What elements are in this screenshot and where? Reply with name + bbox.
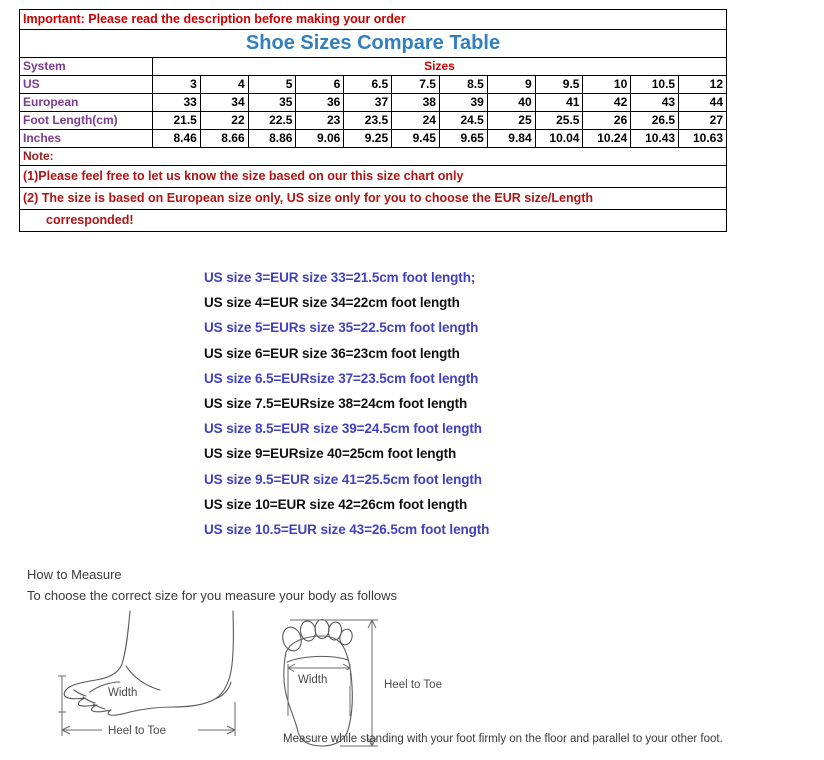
cell-eur-4: 37 <box>344 94 392 112</box>
cell-in-9: 10.24 <box>583 130 631 148</box>
cell-cm-6: 24.5 <box>439 112 487 130</box>
top-view-width-label: Width <box>298 674 328 686</box>
cell-in-4: 9.25 <box>344 130 392 148</box>
cell-in-0: 8.46 <box>153 130 201 148</box>
cell-in-8: 10.04 <box>535 130 583 148</box>
row-label-us: US <box>20 76 153 94</box>
list-item: US size 10.5=EUR size 43=26.5cm foot length <box>204 522 490 538</box>
list-item: US size 8.5=EUR size 39=24.5cm foot length <box>204 421 482 437</box>
table-row <box>20 76 727 94</box>
cell-eur-7: 40 <box>487 94 535 112</box>
row-label-foot-length: Foot Length(cm) <box>20 112 153 130</box>
cell-eur-0: 33 <box>153 94 201 112</box>
cell-cm-5: 24 <box>392 112 440 130</box>
cell-us-5: 7.5 <box>392 76 440 94</box>
table-row <box>20 112 727 130</box>
cell-eur-1: 34 <box>200 94 248 112</box>
list-item: US size 9=EURsize 40=25cm foot length <box>204 446 457 462</box>
list-item: US size 4=EUR size 34=22cm foot length <box>204 295 460 311</box>
cell-us-7: 9 <box>487 76 535 94</box>
table-row <box>20 130 727 148</box>
cell-cm-3: 23 <box>296 112 344 130</box>
list-item: US size 9.5=EUR size 41=25.5cm foot length <box>204 471 482 487</box>
cell-in-5: 9.45 <box>392 130 440 148</box>
cell-us-2: 5 <box>248 76 296 94</box>
important-notice-text: Important: Please read the description before making your order <box>20 10 727 30</box>
cell-eur-10: 43 <box>631 94 679 112</box>
cell-cm-4: 23.5 <box>344 112 392 130</box>
size-chart-table <box>19 9 727 232</box>
cell-eur-5: 38 <box>392 94 440 112</box>
note-label: Note: <box>20 148 727 166</box>
side-view-length-label: Heel to Toe <box>108 725 166 737</box>
table-row <box>20 94 727 112</box>
cell-us-3: 6 <box>296 76 344 94</box>
cell-cm-11: 27 <box>679 112 727 130</box>
title-row <box>20 30 727 58</box>
important-notice-row <box>20 10 727 30</box>
note-row-1 <box>20 166 727 188</box>
cell-eur-2: 35 <box>248 94 296 112</box>
cell-us-0: 3 <box>153 76 201 94</box>
list-item: US size 10=EUR size 42=26cm foot length <box>204 496 468 512</box>
cell-eur-9: 42 <box>583 94 631 112</box>
cell-cm-10: 26.5 <box>631 112 679 130</box>
row-label-european: European <box>20 94 153 112</box>
cell-in-11: 10.63 <box>679 130 727 148</box>
cell-us-6: 8.5 <box>439 76 487 94</box>
cell-in-2: 8.86 <box>248 130 296 148</box>
size-chart-table-container <box>19 9 727 232</box>
list-item: US size 6=EUR size 36=23cm foot length <box>204 345 460 361</box>
cell-in-3: 9.06 <box>296 130 344 148</box>
header-row <box>20 58 727 76</box>
side-view-foot-diagram <box>58 611 235 738</box>
cell-cm-0: 21.5 <box>153 112 201 130</box>
cell-us-10: 10.5 <box>631 76 679 94</box>
sizes-column-header: Sizes <box>153 58 727 76</box>
side-view-width-label: Width <box>108 687 138 699</box>
note-label-row <box>20 148 727 166</box>
note-row-2-continuation <box>20 210 727 232</box>
size-conversion-list <box>204 265 664 542</box>
cell-eur-3: 36 <box>296 94 344 112</box>
top-view-length-label: Heel to Toe <box>384 679 442 691</box>
top-view-foot-diagram <box>280 620 442 747</box>
page-title: Shoe Sizes Compare Table <box>20 30 727 58</box>
cell-eur-6: 39 <box>439 94 487 112</box>
how-to-measure-subtitle: To choose the correct size for you measure your body as follows <box>27 588 397 603</box>
system-column-header: System <box>20 58 153 76</box>
row-label-inches: Inches <box>20 130 153 148</box>
list-item: US size 3=EUR size 33=21.5cm foot length; <box>204 270 476 285</box>
cell-in-1: 8.66 <box>200 130 248 148</box>
cell-us-4: 6.5 <box>344 76 392 94</box>
how-to-measure-title: How to Measure <box>27 567 122 582</box>
cell-us-11: 12 <box>679 76 727 94</box>
cell-in-10: 10.43 <box>631 130 679 148</box>
size-chart-table-body <box>20 10 727 232</box>
list-item: US size 5=EURs size 35=22.5cm foot length <box>204 320 479 336</box>
note-row-2 <box>20 188 727 210</box>
cell-cm-2: 22.5 <box>248 112 296 130</box>
cell-in-7: 9.84 <box>487 130 535 148</box>
cell-us-8: 9.5 <box>535 76 583 94</box>
how-to-measure-section <box>27 565 627 605</box>
cell-cm-1: 22 <box>200 112 248 130</box>
cell-us-9: 10 <box>583 76 631 94</box>
note-text-1: (1)Please feel free to let us know the size based on our this size chart only <box>20 166 727 188</box>
cell-us-1: 4 <box>200 76 248 94</box>
cell-cm-7: 25 <box>487 112 535 130</box>
cell-cm-8: 25.5 <box>535 112 583 130</box>
cell-in-6: 9.65 <box>439 130 487 148</box>
note-text-2-continuation: corresponded! <box>20 210 727 232</box>
cell-cm-9: 26 <box>583 112 631 130</box>
note-text-2: (2) The size is based on European size only, US size only for you to choose the EUR size/Length <box>20 188 727 210</box>
list-item: US size 7.5=EURsize 38=24cm foot length <box>204 396 468 412</box>
cell-eur-8: 41 <box>535 94 583 112</box>
cell-eur-11: 44 <box>679 94 727 112</box>
measurement-instruction-caption: Measure while standing with your foot firmly on the floor and parallel to your other foot. <box>283 733 723 745</box>
list-item: US size 6.5=EURsize 37=23.5cm foot length <box>204 370 479 386</box>
